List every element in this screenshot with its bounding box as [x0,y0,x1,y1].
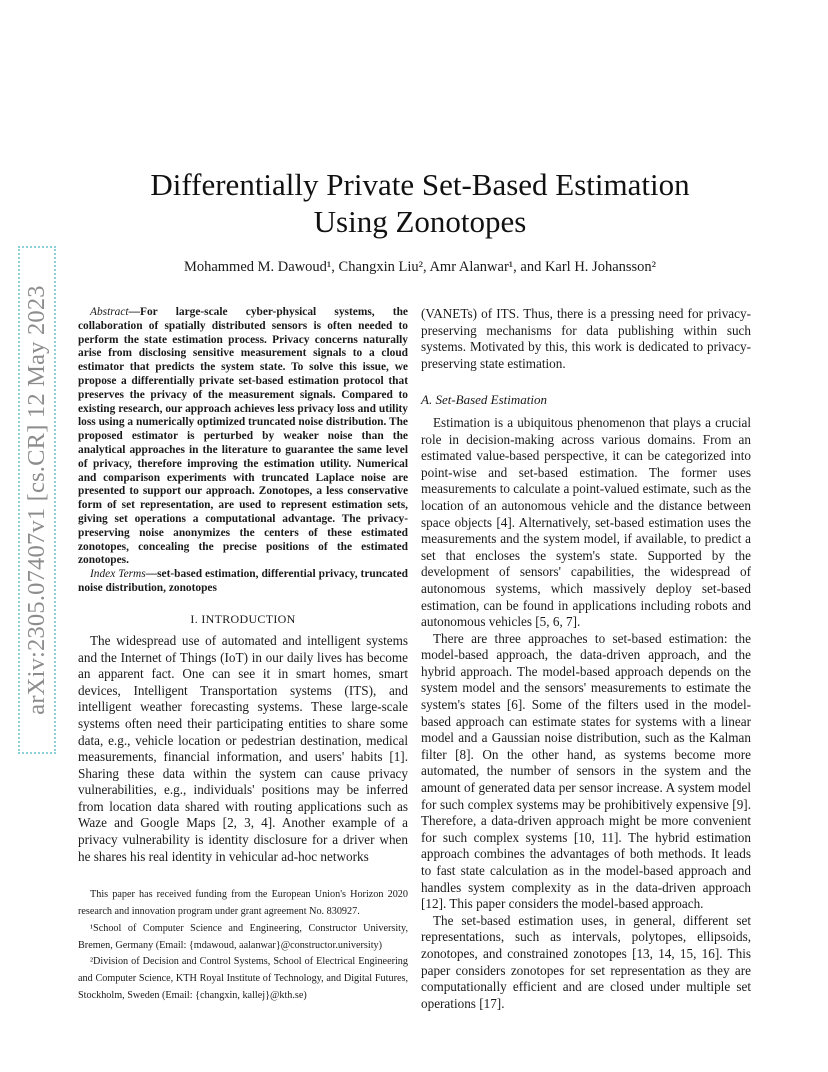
title-line-2: Using Zonotopes [313,204,527,239]
right-column [421,306,751,1012]
abstract-label: Abstract [90,306,129,318]
paper-title [70,166,770,240]
paragraph-estimation: Estimation is a ubiquitous phenomenon that plays a crucial role in decision-making across various domains. From an estimated value-based perspective, it can be categorized into point-wise and set-based estimation. The former uses measurements to calculate a point-valued estimate, such as the location of an autonomous vehicle and the distance between space objects [4]. Alternatively, set-based estimation uses the measurements and the system model, if available, to predict a set that encloses the system's state. Supported by the development of sensors' capabilities, the widespread of autonomous systems, which massively deploy set-based estimation, can be found in applications including robots and autonomous vehicles [5, 6, 7]. [421,414,751,630]
footnotes [78,887,408,1005]
index-terms-text: —set-based estimation, differential privacy, truncated noise distribution, zonotopes [78,568,408,594]
footnote-affiliation-1: ¹School of Computer Science and Engineering, Constructor University, Bremen, Germany (Email: {mdawoud, aalanwar}@constructor.university) [78,922,408,951]
footnote-affiliation-2: ²Division of Decision and Control Systems, School of Electrical Engineering and Computer Science, KTH Royal Institute of Technology, and Digital Futures, Stockholm, Sweden (Email: {changxin, kallej}@kth.se) [78,956,408,1002]
paragraph-set-representations: The set-based estimation uses, in general, different set representations, such as intervals, polytopes, ellipsoids, zonotopes, and constrained zonotopes [13, 14, 15, 16]. This paper considers zonotopes for set representation as they are computationally efficient and are closed under multiple set operations [17]. [421,912,751,1011]
arxiv-stamp-text: arXiv:2305.07407v1 [cs.CR] 12 May 2023 [23,285,51,715]
index-terms [78,568,408,596]
paragraph-approaches: There are three approaches to set-based estimation: the model-based approach, the data-driven approach, and the hybrid approach. The model-based approach depends on the system model and the sensors' measurements to estimate the system's states [6]. Some of the filters used in the model-based approach can estimate states for systems with a linear model and a Gaussian noise distribution, such as the Kalman filter [8]. On the other hand, as systems become more automated, the number of sensors in the system and the amount of generated data per sensor increase. A system model for such complex systems may be prohibitively expensive [9]. Therefore, a data-driven approach might be more convenient for such complex systems [10, 11]. The hybrid estimation approach combines the advantages of both methods. It leads to fast state calculation as in the model-based approach and handles system complexity as in the data-driven approach [12]. This paper considers the model-based approach. [421,630,751,912]
arxiv-stamp [18,246,56,754]
title-line-1: Differentially Private Set-Based Estimation [150,167,690,202]
author-list: Mohammed M. Dawoud¹, Changxin Liu², Amr Alanwar¹, and Karl H. Johansson² [183,259,657,275]
subsection-heading-set-based: A. Set-Based Estimation [421,392,548,408]
abstract-text: —For large-scale cyber-physical systems, the collaboration of spatially distributed sensors is often needed to perform the state estimation process. Privacy concerns naturally arise from disclosing sensitive measurement signals to a cloud estimator that predicts the system state. To solve this issue, we propose a differentially private set-based estimation protocol that preserves the privacy of the measurement signals. Compared to existing research, our approach achieves less privacy loss and utility loss using a numerically optimized truncated noise distribution. The proposed estimator is perturbed by weaker noise than the analytical approaches in the literature to guarantee the same level of privacy, therefore improving the estimation utility. Numerical and comparison experiments with truncated Laplace noise are presented to support our approach. Zonotopes, a less conservative form of set representation, are used to represent estimation sets, giving set operations a computational advantage. The privacy-preserving noise anonymizes the centers of these estimated zonotopes, concealing the precise positions of the estimated zonotopes. [78,306,408,567]
index-terms-label: Index Terms [90,568,146,581]
paragraph-vanets: (VANETs) of ITS. Thus, there is a pressing need for privacy-preserving mechanisms for data publishing within such systems. Motivated by this, this work is dedicated to privacy-preserving state estimation. [421,306,751,371]
intro-paragraph: The widespread use of automated and intelligent systems and the Internet of Things (IoT) in our daily lives has become an apparent fact. One can see it in smart homes, smart devices, Intelligent Transportation systems (ITS), and intelligent weather forecasting systems. These large-scale systems often need their participating entities to share some data, e.g., vehicle location or pedestrian destination, medical measurements, financial information, and users' habits [1]. Sharing these data within the system can cause privacy vulnerabilities, e.g., individuals' positions may be inferred from location data shared with routing applications such as Waze and Google Maps [2, 3, 4]. Another example of a privacy vulnerability is identity disclosure for a driver when he shares his real identity in vehicular ad-hoc networks [78,632,408,864]
footnote-funding: This paper has received funding from the European Union's Horizon 2020 research and innovation program under grant agreement No. 830927. [78,889,408,918]
left-column [78,306,408,1005]
abstract [78,306,408,568]
section-heading-introduction: I. INTRODUCTION [190,611,296,626]
